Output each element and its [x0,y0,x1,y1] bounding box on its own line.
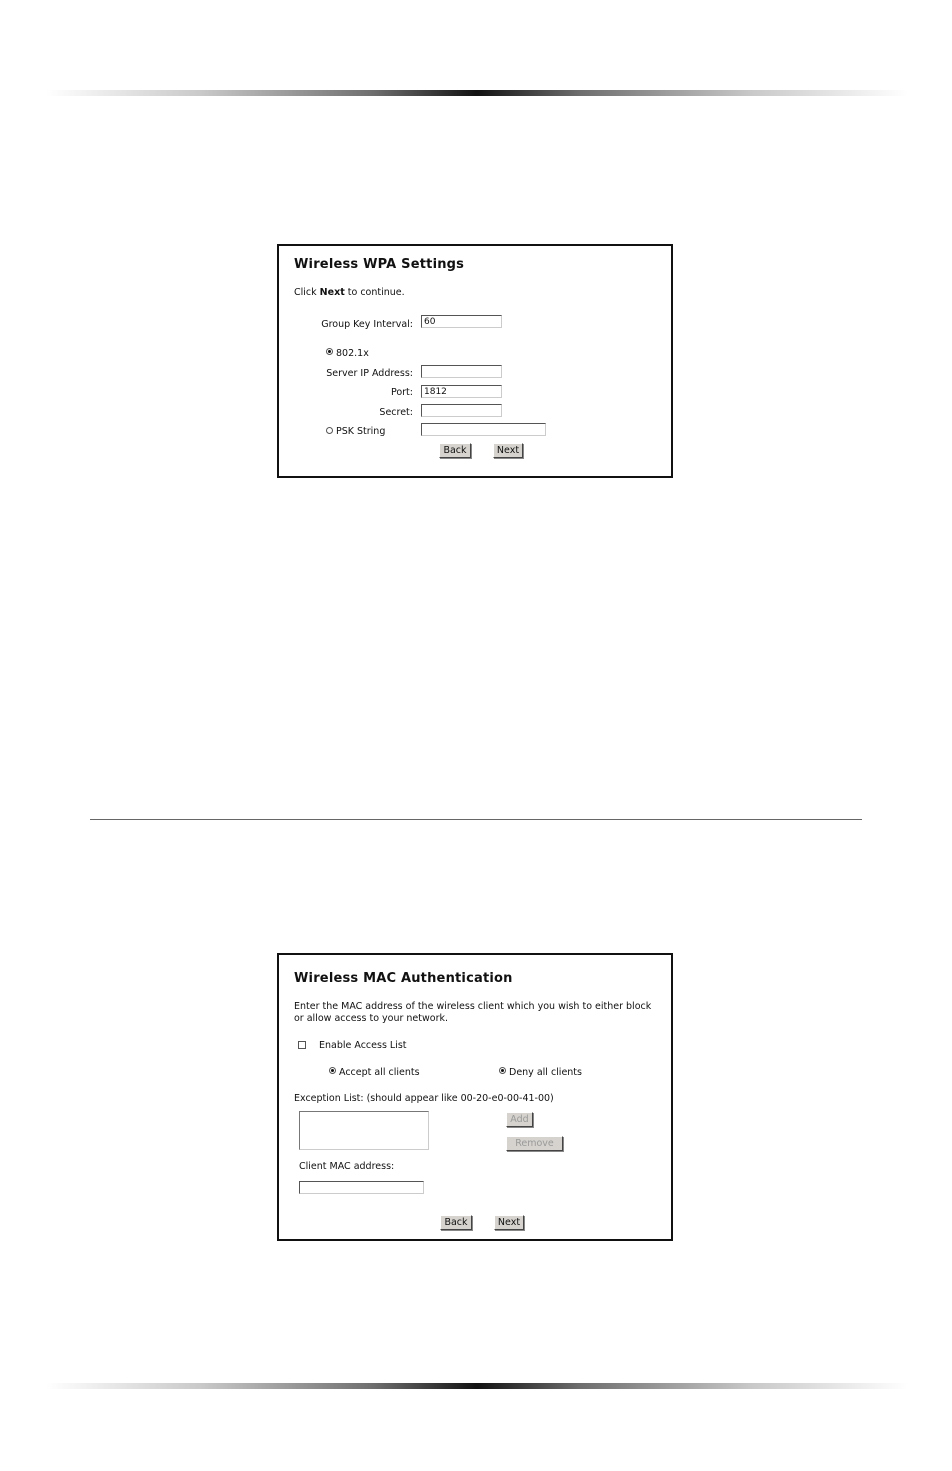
psk-input[interactable] [421,423,546,436]
secret-input[interactable] [421,404,502,417]
mac-next-button[interactable]: Next [494,1215,524,1230]
deny-all-label: Deny all clients [509,1067,582,1078]
group-key-label: Group Key Interval: [321,319,413,330]
radio-accept-all[interactable] [329,1067,336,1074]
port-label: Port: [390,387,413,398]
mac-instruction-line1: Enter the MAC address of the wireless client which you wish to either block [294,1001,652,1012]
radio-deny-all[interactable] [499,1067,506,1074]
enable-access-list-checkbox[interactable] [298,1041,306,1049]
mac-back-button[interactable]: Back [440,1215,472,1230]
section-divider [90,819,862,820]
radio-8021x-label: 802.1x [336,348,369,359]
exception-list-box[interactable] [299,1111,429,1150]
bottom-gradient-bar [46,1383,908,1389]
mac-instruction-line2: or allow access to your network. [294,1013,449,1024]
remove-button[interactable]: Remove [506,1136,563,1151]
port-input[interactable]: 1812 [421,385,502,398]
mac-title: Wireless MAC Authentication [294,971,513,986]
top-gradient-bar [46,90,908,96]
enable-access-list-label: Enable Access List [319,1040,407,1051]
wpa-settings-panel [277,244,673,478]
wpa-back-button[interactable]: Back [439,443,471,458]
mac-auth-panel [277,953,673,1241]
wpa-instruction: Click Next to continue. [294,287,405,298]
exception-list-label: Exception List: (should appear like 00-20-e0-00-41-00) [294,1093,554,1104]
add-button[interactable]: Add [506,1112,533,1127]
group-key-input[interactable]: 60 [421,315,502,328]
client-mac-input[interactable] [299,1181,424,1194]
wpa-next-button[interactable]: Next [493,443,523,458]
server-ip-input[interactable] [421,365,502,378]
wpa-title: Wireless WPA Settings [294,257,465,272]
secret-label: Secret: [379,407,413,418]
client-mac-label: Client MAC address: [299,1161,395,1172]
server-ip-label: Server IP Address: [326,368,413,379]
radio-8021x[interactable] [326,348,333,355]
accept-all-label: Accept all clients [339,1067,420,1078]
radio-psk-label: PSK String [336,426,386,437]
radio-psk[interactable] [326,427,333,434]
